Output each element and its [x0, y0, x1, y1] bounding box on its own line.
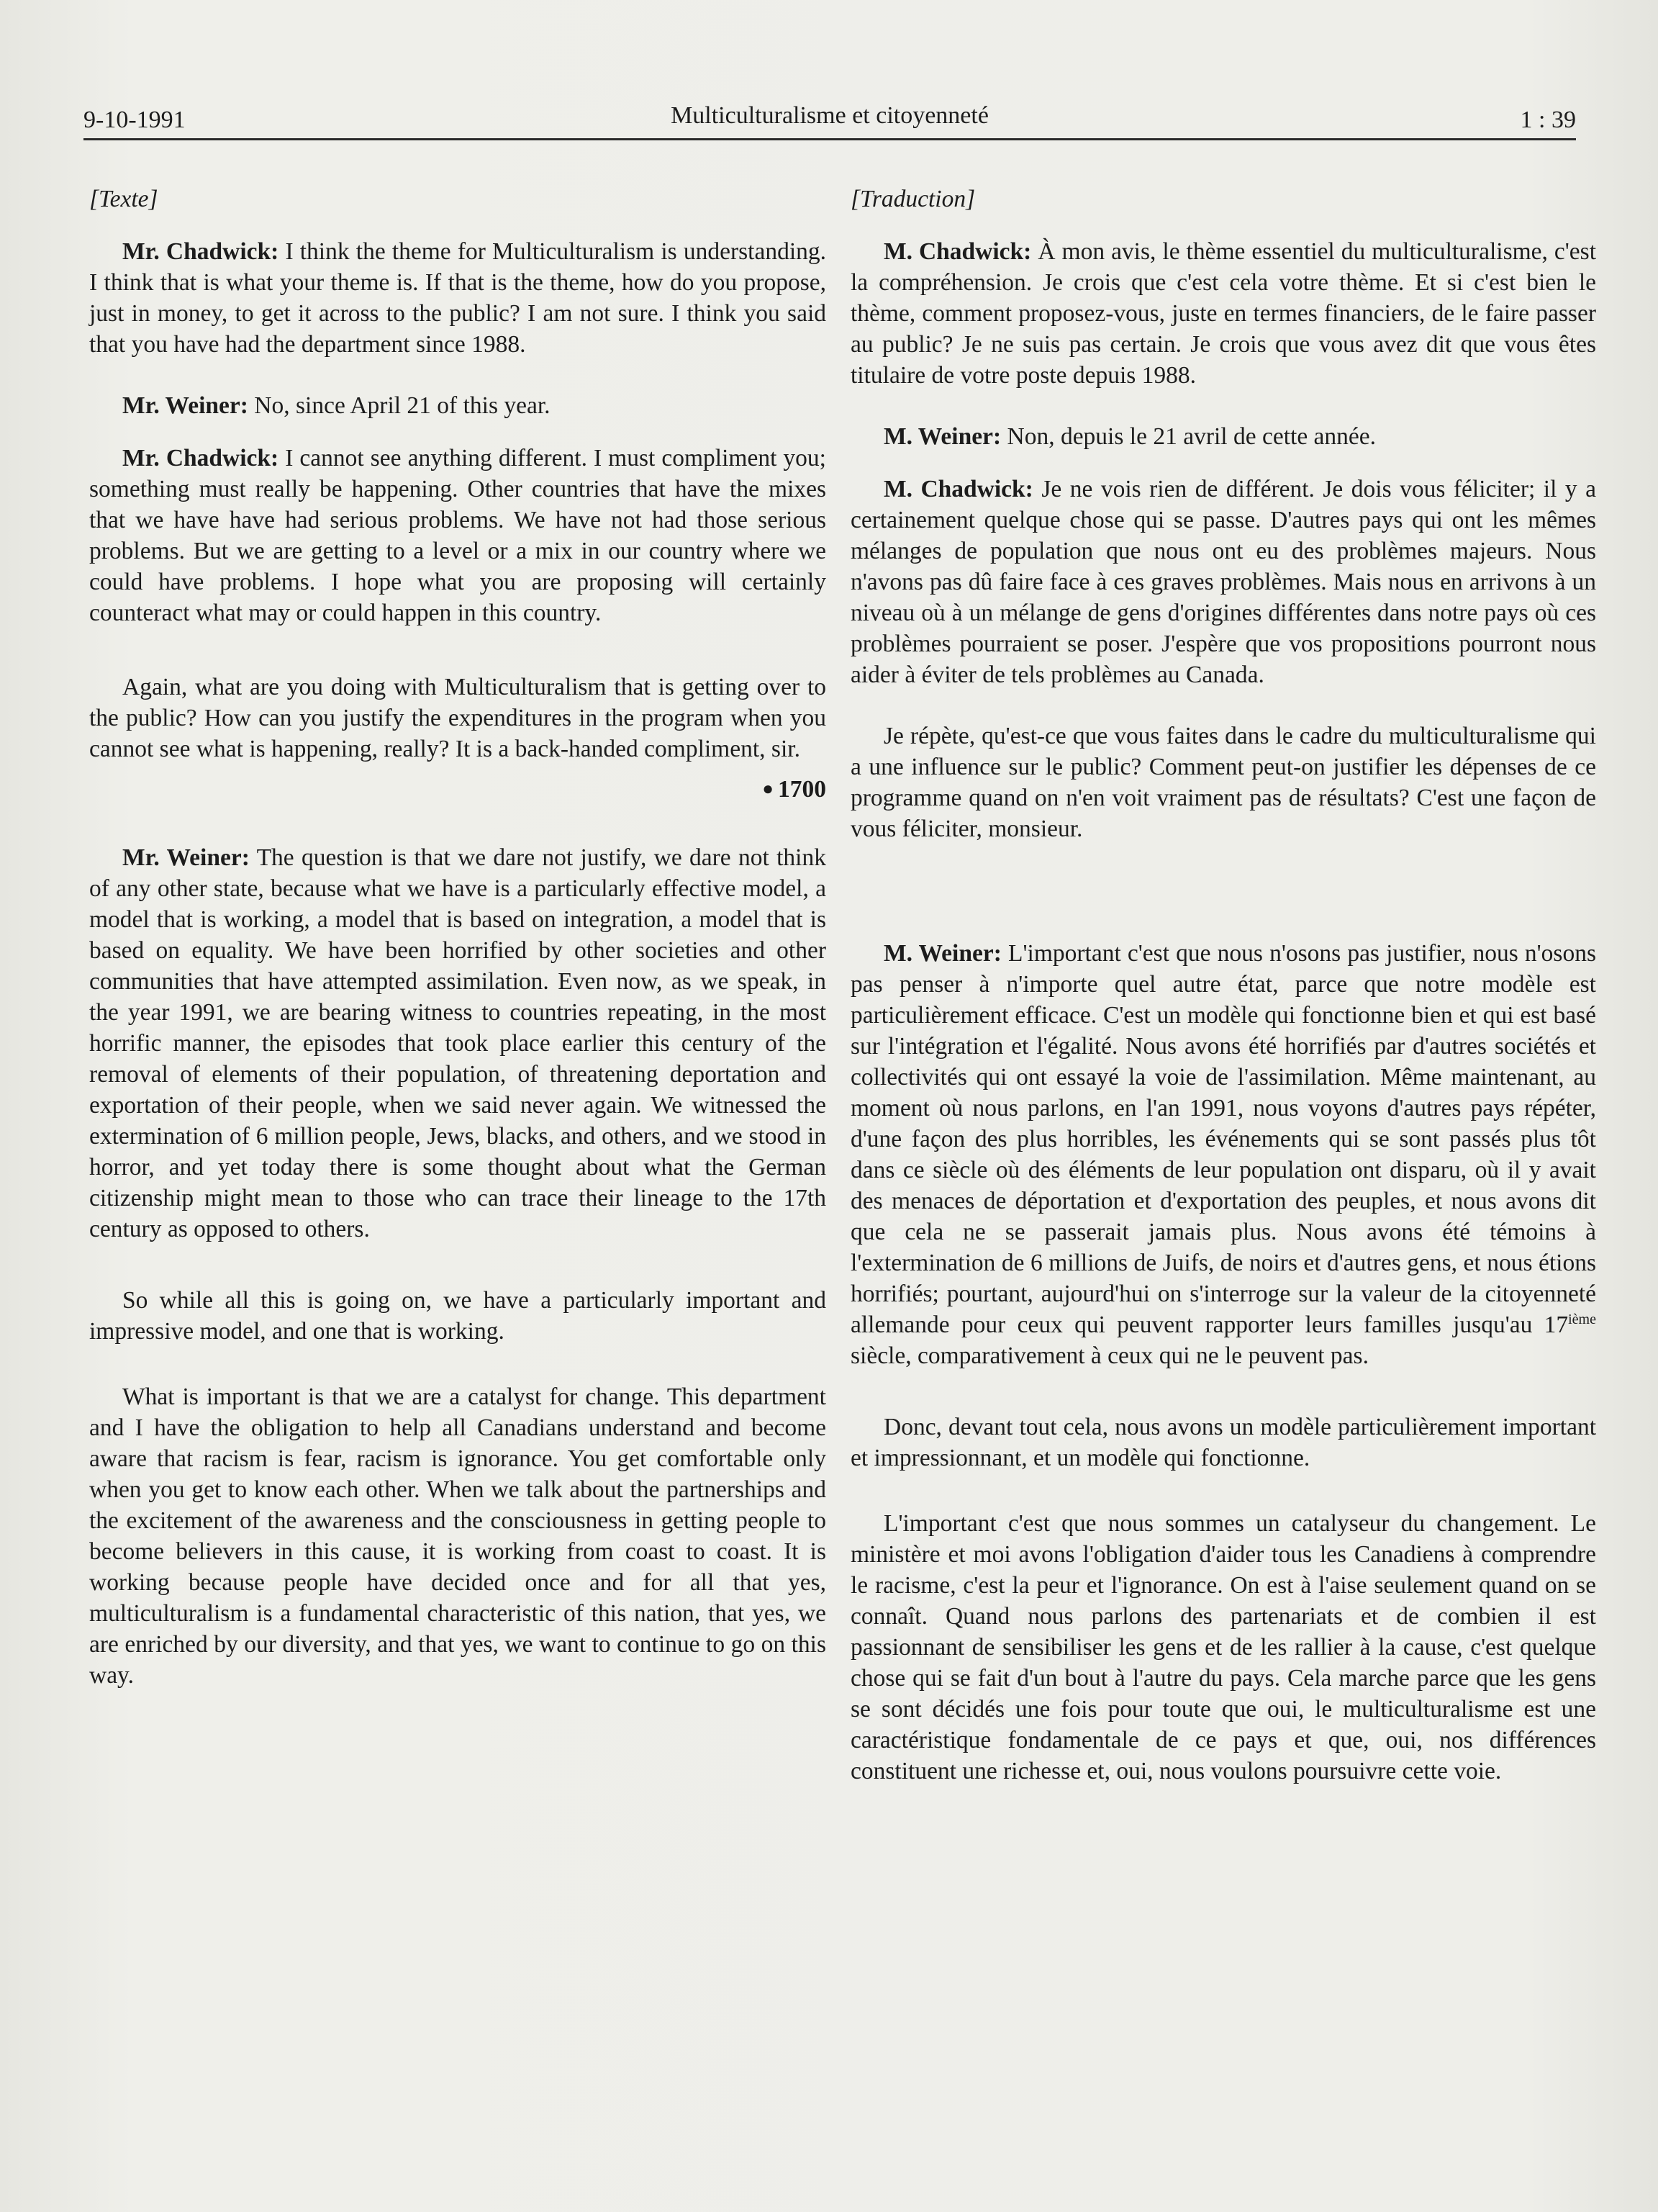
paragraph: [89, 390, 826, 421]
paragraph-text: So while all this is going on, we have a particularly important and impressive model, and one that is working.: [89, 1287, 826, 1345]
paragraph-text: Donc, devant tout cela, nous avons un modèle particulièrement important et impressionnant, et un modèle qui fonctionne.: [851, 1414, 1596, 1471]
speaker-name: M. Weiner:: [884, 940, 1002, 967]
paragraph-text: I think the theme for Multiculturalism is understanding. I think that is what your theme is. If that is the theme, how do you propose, just in money, to get it across to the public? I am not sure. I think you said that you have had the department since 1988.: [89, 238, 827, 358]
paragraph-text: Again, what are you doing with Multiculturalism that is getting over to the public? How can you justify the expenditures in the program when you cannot see what is happening, really? It is a back-handed compliment, sir.: [89, 674, 826, 762]
paragraph-text: L'important c'est que nous n'osons pas justifier, nous n'osons pas penser à n'importe quel autre état, parce que notre modèle est particulièrement efficace. C'est un modèle qui fonctionne bien et qui est basé sur l'intégration et l'égalité. Nous avons été horrifiés par d'autres sociétés et collectivités qui ont essayé la voie de l'assimilation. Même maintenant, au moment où nous parlons, en l'an 1991, nous voyons d'autres pays répéter, d'une façon des plus horribles, les événements qui se sont passés plus tôt dans ce siècle où des éléments de leur population ont disparu, où il y avait des menaces de déportation et d'exportation des peuples, et nous avons dit que cela ne se passerait jamais plus. Nous avons été témoins à l'extermination de 6 millions de Juifs, de noirs et d'autres gens, et nous étions horrifiés; pourtant, aujourd'hui on s'interroge sur la valeur de la citoyenneté allemande pour ceux qui peuvent rapporter leurs familles jusqu'au 17: [851, 940, 1596, 1338]
section-label-texte: [Texte]: [89, 186, 158, 212]
paragraph: [851, 474, 1596, 690]
paragraph: [851, 236, 1596, 391]
paragraph: [89, 1381, 826, 1691]
speaker-name: Mr. Weiner:: [122, 844, 250, 871]
superscript: ième: [1568, 1311, 1596, 1327]
section-label-traduction: [Traduction]: [851, 186, 976, 212]
paragraph: [851, 938, 1596, 1371]
paragraph-text: I cannot see anything different. I must compliment you; something must really be happening. Other countries that have the mixes that we have have had serious problems. We have not had those serious problems. But we are getting to a level or a mix in our country where we could have problems. I hope what you are proposing will certainly counteract what may or could happen in this country.: [89, 445, 826, 626]
paragraph-text: Je ne vois rien de différent. Je dois vous féliciter; il y a certainement quelque chose qui se passe. D'autres pays qui ont les mêmes mélanges de population que nous ont eu des problèmes majeurs. Nous n'avons pas dû faire face à ces graves problèmes. Mais nous en arrivons à un niveau où à un mélange de gens d'origines différentes dans notre pays où ces problèmes pourraient se poser. J'espère que vos propositions pourront nous aider à éviter de tels problèmes au Canada.: [851, 476, 1596, 688]
speaker-name: M. Chadwick:: [884, 238, 1032, 265]
paragraph-text: Non, depuis le 21 avril de cette année.: [1007, 423, 1377, 450]
time-stamp: [89, 773, 826, 805]
paragraph-text: No, since April 21 of this year.: [254, 392, 551, 419]
paragraph: [89, 443, 826, 628]
paragraph: [89, 842, 826, 1245]
speaker-name: Mr. Chadwick:: [122, 445, 279, 471]
french-column: [851, 184, 1596, 1817]
english-column: [89, 184, 826, 1721]
bullet-icon: ●: [762, 778, 774, 799]
paragraph-text: À mon avis, le thème essentiel du multiculturalisme, c'est la compréhension. Je crois que c'est cela votre thème. Et si c'est bien le thème, comment proposez-vous, juste en termes financiers, de le faire passer au public? Je ne suis pas certain. Je crois que vous avez dit que vous êtes titulaire de votre poste depuis 1988.: [851, 238, 1597, 389]
header-title: Multiculturalisme et citoyenneté: [671, 102, 989, 129]
paragraph: [851, 421, 1596, 452]
paragraph: [851, 1412, 1596, 1473]
speaker-name: M. Weiner:: [884, 423, 1002, 450]
header-page-number: 1 : 39: [1520, 107, 1576, 133]
speaker-name: M. Chadwick:: [884, 476, 1033, 502]
time-stamp-value: 1700: [778, 776, 826, 803]
paragraph: [851, 1508, 1596, 1787]
paragraph: [89, 236, 826, 360]
page-header: [83, 99, 1576, 140]
paragraph-text: L'important c'est que nous sommes un catalyseur du changement. Le ministère et moi avons l'obligation d'aider tous les Canadiens à comprendre le racisme, c'est la peur et l'ignorance. On est à l'aise seulement quand on se connaît. Quand nous parlons des partenariats et de combien il est passionnant de sensibiliser les gens et de les rallier à la cause, c'est quelque chose qui se fait d'un bout à l'autre du pays. Cela marche parce que les gens se sont décidés une fois pour toute que oui, le multiculturalisme est une caractéristique fondamentale de ce pays et que, oui, nos différences constituent une richesse et, oui, nous voulons poursuivre cette voie.: [851, 1510, 1596, 1784]
speaker-name: Mr. Chadwick:: [122, 238, 279, 265]
paragraph-text: Je répète, qu'est-ce que vous faites dans le cadre du multiculturalisme qui a une influence sur le public? Comment peut-on justifier les dépenses de ce programme quand on n'en voit vraiment pas de résultats? C'est une façon de vous féliciter, monsieur.: [851, 723, 1596, 842]
paragraph: [851, 721, 1596, 844]
header-date: 9-10-1991: [83, 107, 186, 133]
paragraph: [89, 1285, 826, 1347]
speaker-name: Mr. Weiner:: [122, 392, 248, 419]
paragraph-text: The question is that we dare not justify, we dare not think of any other state, because what we have is a particularly effective model, a model that is working, a model that is based on integration, a model that is based on equality. We have been horrified by other societies and other communities that have attempted assimilation. Even now, as we speak, in the year 1991, we are bearing witness to countries repeating, in the most horrific manner, the episodes that took place earlier this century of the removal of elements of their population, of threatening deportation and exportation of their people, when we said never again. We witnessed the extermination of 6 million people, Jews, blacks, and others, and we stood in horror, and yet today there is some thought about what the German citizenship might mean to those who can trace their lineage to the 17th century as opposed to others.: [89, 844, 826, 1242]
paragraph-text: siècle, comparativement à ceux qui ne le peuvent pas.: [851, 1342, 1369, 1369]
paragraph-text: What is important is that we are a catalyst for change. This department and I have the obligation to help all Canadians understand and become aware that racism is fear, racism is ignorance. You get comfortable only when you get to know each other. When we talk about the partnerships and the excitement of the awareness and the consciousness in getting people to become believers in this cause, it is working from coast to coast. It is working because people have decided once and for all that yes, multiculturalism is a fundamental characteristic of this nation, that yes, we are enriched by our diversity, and that yes, we want to continue to go on this way.: [89, 1383, 826, 1689]
paragraph: [89, 672, 826, 764]
